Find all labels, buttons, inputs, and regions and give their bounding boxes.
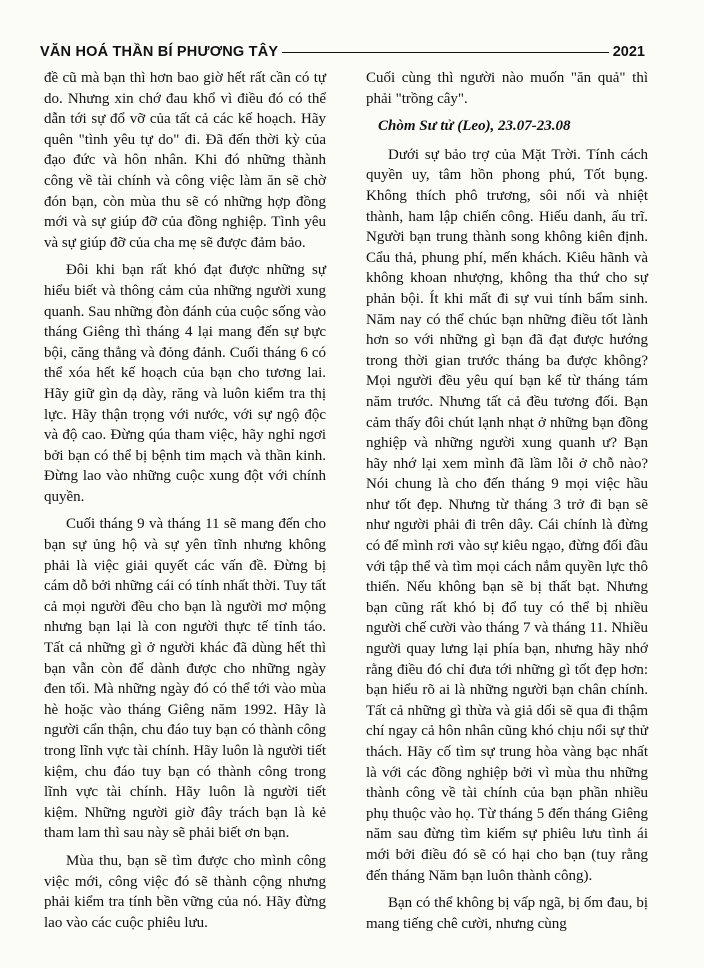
- left-column: [44, 68, 326, 940]
- paragraph: Mùa thu, bạn sẽ tìm được cho mình công việc mới, công việc đó sẽ thành cộng nhưng phải kiểm tra tính bền vững của nó. Hãy đừng lao vào các cuộc phiêu lưu.: [44, 852, 326, 931]
- section-heading: Chòm Sư tử (Leo), 23.07-23.08: [378, 118, 571, 135]
- paragraph: Cuối tháng 9 và tháng 11 sẽ mang đến cho bạn sự ủng hộ và sự yên tĩnh nhưng không phải là việc giải quyết các vấn đề. Đừng bị cám dỗ bởi những cái có tính nhất thời. Tuy tất cả mọi người đều cho bạn là người mơ mộng nhưng bạn lại là con người thực tế tỉnh táo. Tất cả những gì ở người khác đã dùng hết thì bạn vẫn còn để dành được cho những ngày đen tối. Mà những ngày đó có thể tới vào mùa hè hoặc vào tháng Giêng năm 1992. Hãy là người cẩn thận, chu đáo tuy bạn có thành công trong lĩnh vực tài chính. Hãy luôn là người tiết kiệm, chu đáo tuy bạn có thành công trong lĩnh vực tài chính. Hãy luôn là người tiết kiệm. Những người giờ đây trách bạn là kẻ tham lam thì sau này sẽ phải biết ơn bạn.: [44, 516, 326, 842]
- paragraph: đề cũ mà bạn thì hơn bao giờ hết rất cần có tự do. Nhưng xin chớ đau khổ vì điều đó có thể dẫn tới sự đổ vỡ của tất cả các kế hoạch. Hãy quên "tình yêu tự do" đi. Đã đến thời kỳ của đạo đức và hôn nhân. Khi đó những thành công về tài chính và công việc làm ăn sẽ chờ đón bạn, còn mùa thu sẽ có những hợp đồng mới và sự giúp đỡ của đồng nghiệp. Tình yêu và sự giúp đỡ của cha mẹ sẽ được đảm bảo.: [44, 70, 326, 251]
- page-number: 2021: [612, 44, 645, 60]
- paragraph: Bạn có thể không bị vấp ngã, bị ốm đau, bị mang tiếng chê cười, nhưng cùng: [366, 895, 648, 932]
- book-title: VĂN HOÁ THẦN BÍ PHƯƠNG TÂY: [40, 44, 279, 60]
- paragraph: Cuối cùng thì người nào muốn "ăn quả" thì phải "trồng cây".: [366, 70, 648, 107]
- paragraph: Đôi khi bạn rất khó đạt được những sự hiểu biết và thông cảm của những người xung quanh. Sau những đòn đánh của cuộc sống vào tháng Giêng thì tháng 4 lại mang đến sự bực bội, căng thẳng và đỏng đảnh. Cuối tháng 6 có thể xóa hết kế hoạch của bạn cho tương lai. Hãy giữ gìn dạ dày, răng và luôn kiểm tra thị lực. Hãy thận trọng với nước, với sự ngộ độc và độ cao. Đừng qúa tham việc, hãy nghỉ ngơi bởi bạn có thể bị bệnh tim mạch và thần kinh. Đừng lao vào những cuộc xung đột với chính quyền.: [44, 262, 326, 505]
- running-header: [40, 40, 645, 64]
- right-column: [366, 68, 648, 941]
- paragraph: Dưới sự bảo trợ của Mặt Trời. Tính cách quyền uy, tâm hồn phong phú, Tốt bụng. Không thích phô trương, sôi nổi và nhiệt thành, ham lập chiến công. Hiếu danh, ấu trĩ. Người bạn trung thành song không kiên định. Cẩu thả, phung phí, mến khách. Kiêu hãnh và không khoan nhượng, không tha thứ cho sự phản bội. Ít khi mất đi sự vui tính bẩm sinh. Năm nay có thể chúc bạn những điều tốt lành hơn so với những gì bạn đã đạt được hướng trong thời gian trước tháng ba được không? Mọi người đều yêu quí bạn kể từ tháng tám năm trước. Nhưng tất cả đều tương đối. Bạn cảm thấy đôi chút lạnh nhạt ở những bạn đồng nghiệp và những người xung quanh ư? Bạn hãy nhớ lại xem mình đã lầm lỗi ở chỗ nào? Nói chung là cho đến tháng 9 mọi việc hầu như tốt đẹp. Nhưng từ tháng 3 trở đi bạn sẽ như người phải đi trên dây. Cái chính là đừng có để mình rơi vào sự kiêu ngạo, đừng đối đầu với tập thể và tìm mọi cách nắm quyền lực thô thiển. Nếu không bạn sẽ bị thất bạt. Nhưng bạn cũng rất khó bị đổ tuy có thể bị nhiều người chế cười vào tháng 7 và tháng 11. Nhiều người quay lưng lại phía bạn, nhưng hãy nhớ rằng điều đó chỉ đưa tới những gì tốt đẹp hơn: bạn hiểu rõ ai là những người bạn chân chính. Tất cả những gì thừa và giả dối sẽ qua đi thậm chí ngay cả hôn nhân cũng khó chịu nổi sự thử thách. Hãy cố tìm sự trung hòa vàng bạc nhất là với các đồng nghiệp bởi vì mùa thu những thành công về tài chính của bạn phần nhiều phụ thuộc vào họ. Từ tháng 5 đến tháng Giêng năm sau đừng tìm kiếm sự phiêu lưu tình ái mới bởi điều đó sẽ có hại cho bạn (tuy rằng đến tháng Năm bạn luôn thành công).: [366, 146, 648, 884]
- header-rule: [282, 52, 608, 53]
